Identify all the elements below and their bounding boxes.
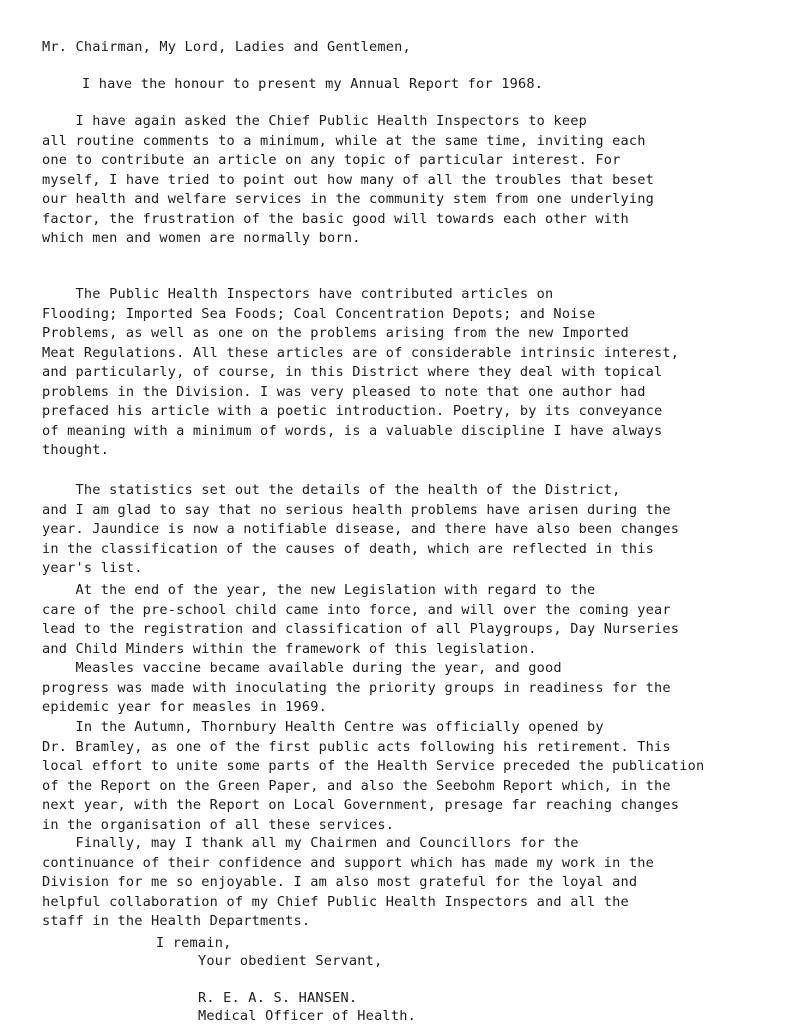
closing-line: I remain, bbox=[156, 935, 232, 951]
paragraph-inspectors: The Public Health Inspectors have contributed articles on Flooding; Imported Sea Foods; Coal Concentration Depots; and Noise Problems, as well as one on the problems arising from the new Imported Meat Regulations. All these articles are of considerable intrinsic interest, and particularly, of course, in this District where they deal with topical problems in the Division. I was very pleased to note that one author had prefaced his article with a poetic introduction. Poetry, by its conveyance of meaning with a minimum of words, is a valuable discipline I have always thought. bbox=[42, 286, 680, 458]
paragraph-intro: I have the honour to present my Annual Report for 1968. bbox=[82, 76, 544, 92]
paragraph-statistics: The statistics set out the details of the health of the District, and I am glad to say that no serious health problems have arisen during the year. Jaundice is now a notifiable disease, and there have also been changes in the classification of the causes of death, which are reflected in this year's list. bbox=[42, 482, 680, 576]
paragraph-health-centre: In the Autumn, Thornbury Health Centre was officially opened by Dr. Bramley, as one of the first public acts following his retirement. This local effort to unite some parts of the Health Service preceded the publication of the Report on the Green Paper, and also the Seebohm Report which, in the next year, with the Report on Local Government, presage far reaching changes in the organisation of all these services. bbox=[42, 719, 705, 833]
paragraph-legislation: At the end of the year, the new Legislation with regard to the care of the pre-school child came into force, and will over the coming year lead to the registration and classification of all Playgroups, Day Nurseries and Child Minders within the framework of this legislation. bbox=[42, 582, 680, 657]
paragraph-thanks: Finally, may I thank all my Chairmen and Councillors for the continuance of their confidence and support which has made my work in the Division for me so enjoyable. I am also most grateful for the loyal and helpful collaboration of my Chief Public Health Inspectors and all the staff in the Health Departments. bbox=[42, 835, 655, 929]
signature-name: R. E. A. S. HANSEN. bbox=[198, 990, 358, 1006]
signature-title: Medical Officer of Health. bbox=[198, 1008, 416, 1024]
paragraph-comments: I have again asked the Chief Public Health Inspectors to keep all routine comments to a minimum, while at the same time, inviting each one to contribute an article on any topic of particular interest. For myself, I have tried to point out how many of all the troubles that beset our health and welfare services in the community stem from one underlying factor, the frustration of the basic good will towards each other with which men and women are normally born. bbox=[42, 113, 655, 246]
closing-servant: Your obedient Servant, bbox=[198, 953, 383, 969]
salutation: Mr. Chairman, My Lord, Ladies and Gentlemen, bbox=[42, 39, 411, 55]
paragraph-measles: Measles vaccine became available during the year, and good progress was made with inoculating the priority groups in readiness for the epidemic year for measles in 1969. bbox=[42, 660, 671, 715]
